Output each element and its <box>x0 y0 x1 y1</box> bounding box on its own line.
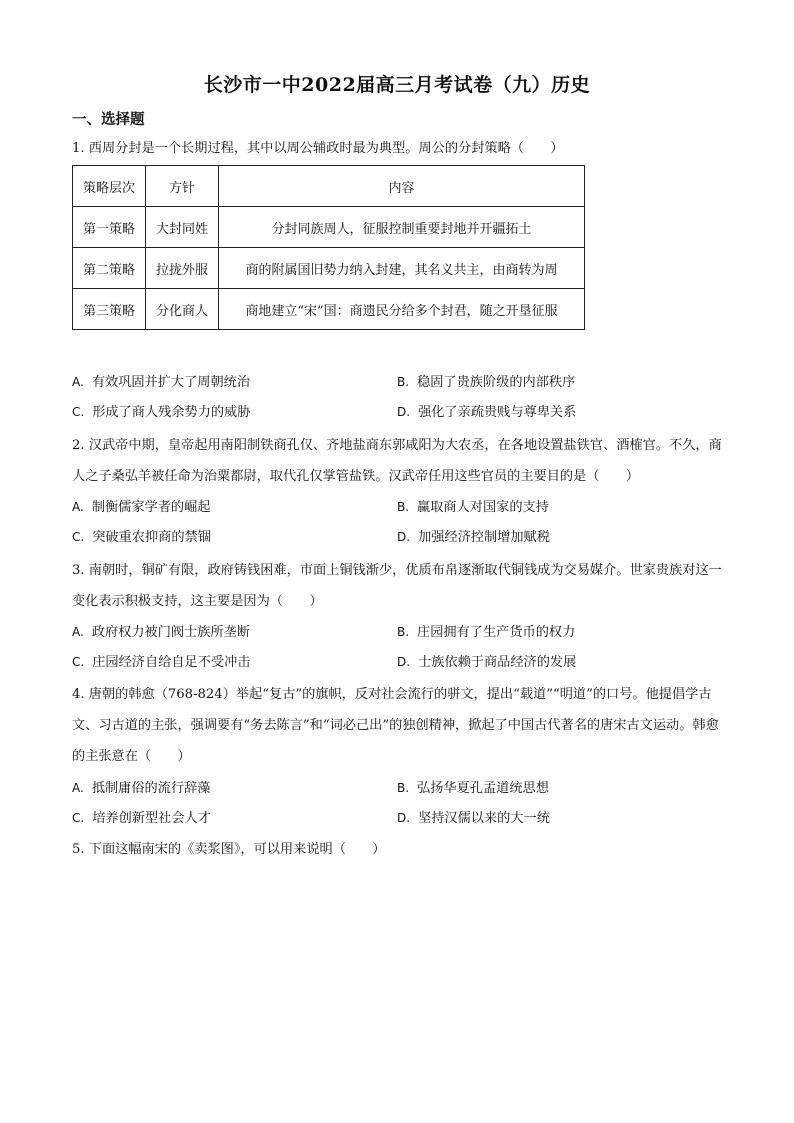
option-letter: A. <box>72 500 84 514</box>
table-cell: 大封同姓 <box>146 207 219 248</box>
option-letter: B. <box>397 375 410 389</box>
table-header-cell: 内容 <box>219 166 585 207</box>
option-letter: D. <box>397 655 411 669</box>
option-text: 政府权力被门阀士族所垄断 <box>91 625 251 640</box>
q3-option-c[interactable] <box>72 652 250 673</box>
q4-option-d[interactable] <box>397 808 550 829</box>
option-letter: D. <box>397 405 411 419</box>
q2-option-d[interactable] <box>397 527 550 548</box>
option-text: 庄园经济自给自足不受冲击 <box>92 655 251 670</box>
table-cell: 商的附属国旧势力纳入封建，其名义共主，由商转为周 <box>219 248 585 289</box>
question-2-stem: 2. 汉武帝中期，皇帝起用南阳制铁商孔仅、齐地盐商东郭咸阳为大农丞，在各地设置盐铁官、酒榷官。不久，商人之子桑弘羊被任命为治粟都尉，取代孔仅掌管盐铁。汉武帝任用这些官员的主要目的是（ ） <box>72 438 722 484</box>
q2-option-b[interactable] <box>397 497 549 518</box>
q3-option-a[interactable] <box>72 622 250 643</box>
table-header-cell: 方针 <box>146 166 219 207</box>
option-letter: D. <box>397 530 411 544</box>
q1-option-a[interactable] <box>72 372 250 393</box>
q2-option-a[interactable] <box>72 497 211 518</box>
option-text: 有效巩固并扩大了周朝统治 <box>91 375 251 390</box>
q4-option-a[interactable] <box>72 778 211 799</box>
table-cell: 拉拢外服 <box>146 248 219 289</box>
q4-option-b[interactable] <box>397 778 549 799</box>
table-cell: 商地建立“宋”国：商遗民分给多个封君，随之开垦征服 <box>219 289 585 330</box>
question-1-stem: 1. 西周分封是一个长期过程，其中以周公辅政时最为典型。周公的分封策略（ ） <box>72 141 564 156</box>
table-row <box>73 207 585 248</box>
q2-option-c[interactable] <box>72 527 211 548</box>
q1-option-c[interactable] <box>72 402 250 423</box>
option-text: 稳固了贵族阶级的内部秩序 <box>417 375 576 390</box>
q4-option-c[interactable] <box>72 808 211 829</box>
option-text: 抵制庸俗的流行辞藻 <box>91 781 211 796</box>
table-cell: 分化商人 <box>146 289 219 330</box>
option-letter: C. <box>72 530 85 544</box>
option-letter: C. <box>72 811 85 825</box>
q1-option-b[interactable] <box>397 372 575 393</box>
option-text: 庄园拥有了生产货币的权力 <box>417 625 576 640</box>
q1-option-d[interactable] <box>397 402 576 423</box>
option-text: 形成了商人残余势力的威胁 <box>92 405 251 420</box>
q3-option-b[interactable] <box>397 622 575 643</box>
option-text: 坚持汉儒以来的大一统 <box>418 811 550 826</box>
table-cell: 第一策略 <box>73 207 146 248</box>
strategy-table <box>72 165 585 330</box>
option-text: 加强经济控制增加赋税 <box>418 530 550 545</box>
table-cell: 第三策略 <box>73 289 146 330</box>
question-5-stem: 5. 下面这幅南宋的《卖浆图》，可以用来说明（ ） <box>72 842 386 857</box>
option-text: 培养创新型社会人才 <box>92 811 211 826</box>
option-text: 强化了亲疏贵贱与尊卑关系 <box>418 405 577 420</box>
question-3-stem: 3. 南朝时，铜矿有限，政府铸钱困难，市面上铜钱渐少，优质布帛逐渐取代铜钱成为交易媒介。世家贵族对这一变化表示积极支持，这主要是因为（ ） <box>72 563 722 609</box>
option-letter: A. <box>72 781 84 795</box>
table-row <box>73 289 585 330</box>
table-cell: 第二策略 <box>73 248 146 289</box>
table-header-cell: 策略层次 <box>73 166 146 207</box>
option-letter: C. <box>72 405 85 419</box>
option-text: 突破重农抑商的禁锢 <box>92 530 211 545</box>
option-letter: D. <box>397 811 411 825</box>
option-letter: B. <box>397 500 410 514</box>
section-heading: 一、选择题 <box>72 111 145 128</box>
option-letter: B. <box>397 625 410 639</box>
option-letter: B. <box>397 781 410 795</box>
page-title: 长沙市一中2022届高三月考试卷（九）历史 <box>203 74 591 96</box>
option-letter: A. <box>72 625 84 639</box>
option-letter: C. <box>72 655 85 669</box>
table-row <box>73 248 585 289</box>
option-letter: A. <box>72 375 84 389</box>
option-text: 赢取商人对国家的支持 <box>417 500 549 515</box>
option-text: 士族依赖于商品经济的发展 <box>418 655 577 670</box>
q3-option-d[interactable] <box>397 652 576 673</box>
table-cell: 分封同族周人，征服控制重要封地并开疆拓土 <box>219 207 585 248</box>
option-text: 制衡儒家学者的崛起 <box>91 500 211 515</box>
table-header-row <box>73 166 585 207</box>
option-text: 弘扬华夏孔孟道统思想 <box>417 781 549 796</box>
question-4-stem: 4. 唐朝的韩愈（768-824）举起“复古”的旗帜，反对社会流行的骈文，提出“载道”“明道”的口号。他提倡学古文、习古道的主张，强调要有“务去陈言”和“词必己出”的独创精神，掀起了中国古代著名的唐宋古文运动。韩愈的主张意在（ ） <box>72 687 719 764</box>
